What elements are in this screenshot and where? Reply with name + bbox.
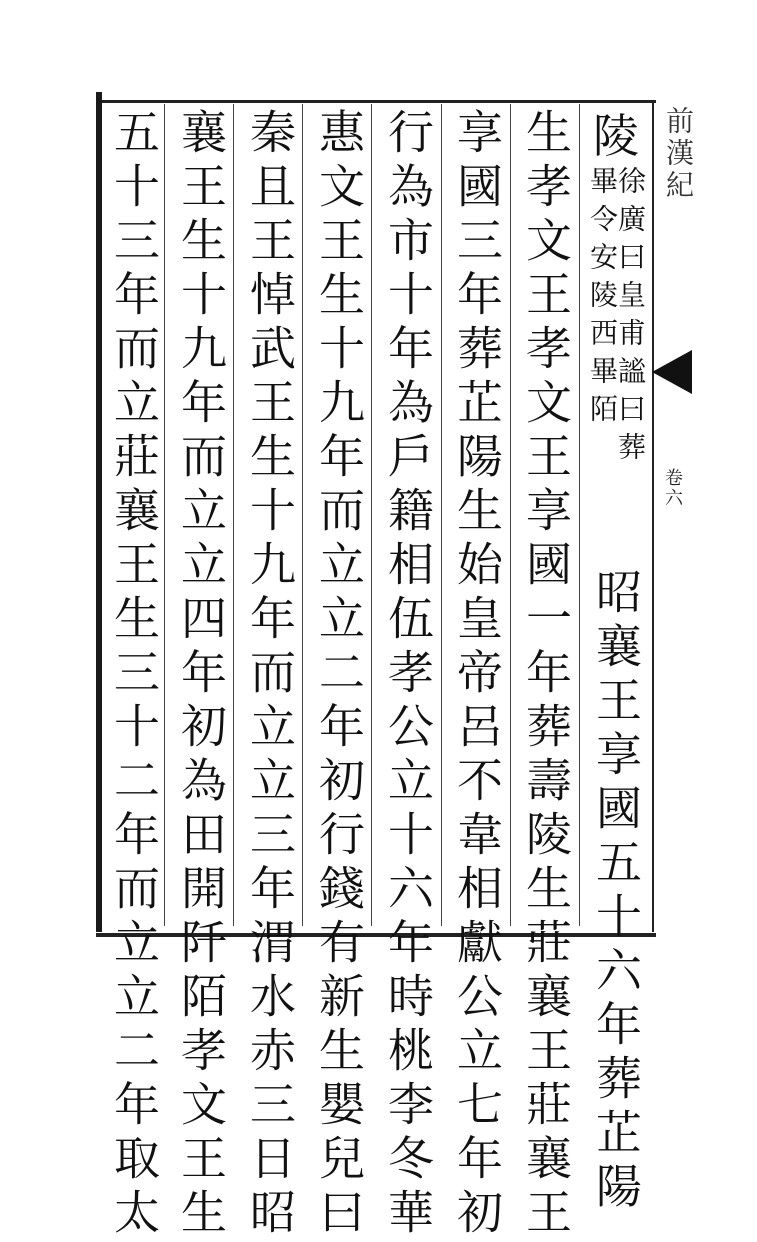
text-column-2: 生孝文王孝文王享國一年葬壽陵生莊襄王莊襄王	[519, 108, 573, 1242]
column-rule	[579, 104, 580, 926]
text-column-3: 享國三年葬芷陽生始皇帝呂不韋相獻公立七年初	[450, 108, 504, 1242]
column-rule	[233, 104, 234, 926]
column-rule	[371, 104, 372, 926]
annotation-line-b: 畢令安陵西畢陌	[586, 166, 619, 432]
text-column-4: 行為市十年為戶籍相伍孝公立十六年時桃李冬華	[381, 108, 435, 1242]
frame-right-border	[652, 100, 654, 932]
volume-number: 卷六	[662, 468, 683, 508]
text-column-7: 襄王生十九年而立立四年初為田開阡陌孝文王生	[174, 108, 228, 1242]
text-column-1	[586, 108, 647, 1216]
text-column-6: 秦且王悼武王生十九年而立立三年渭水赤三日昭	[243, 108, 297, 1242]
column-1-head: 陵	[593, 109, 639, 163]
text-column-8: 五十三年而立莊襄王生三十二年而立立二年取太	[107, 108, 161, 1242]
fishtail-mark	[652, 350, 692, 394]
frame-left-border	[96, 92, 102, 932]
column-rule	[510, 104, 511, 926]
book-title: 前漢紀	[662, 106, 695, 202]
column-1-continuation: 昭襄王享國五十六年葬芷陽	[589, 568, 643, 1216]
column-rule	[164, 104, 165, 926]
text-column-5: 惠文王生十九年而立立二年初行錢有新生嬰兒曰	[312, 108, 366, 1242]
annotation-line-a: 徐廣曰皇甫謐曰葬	[614, 166, 647, 470]
column-rule	[441, 104, 442, 926]
column-rule	[302, 104, 303, 926]
